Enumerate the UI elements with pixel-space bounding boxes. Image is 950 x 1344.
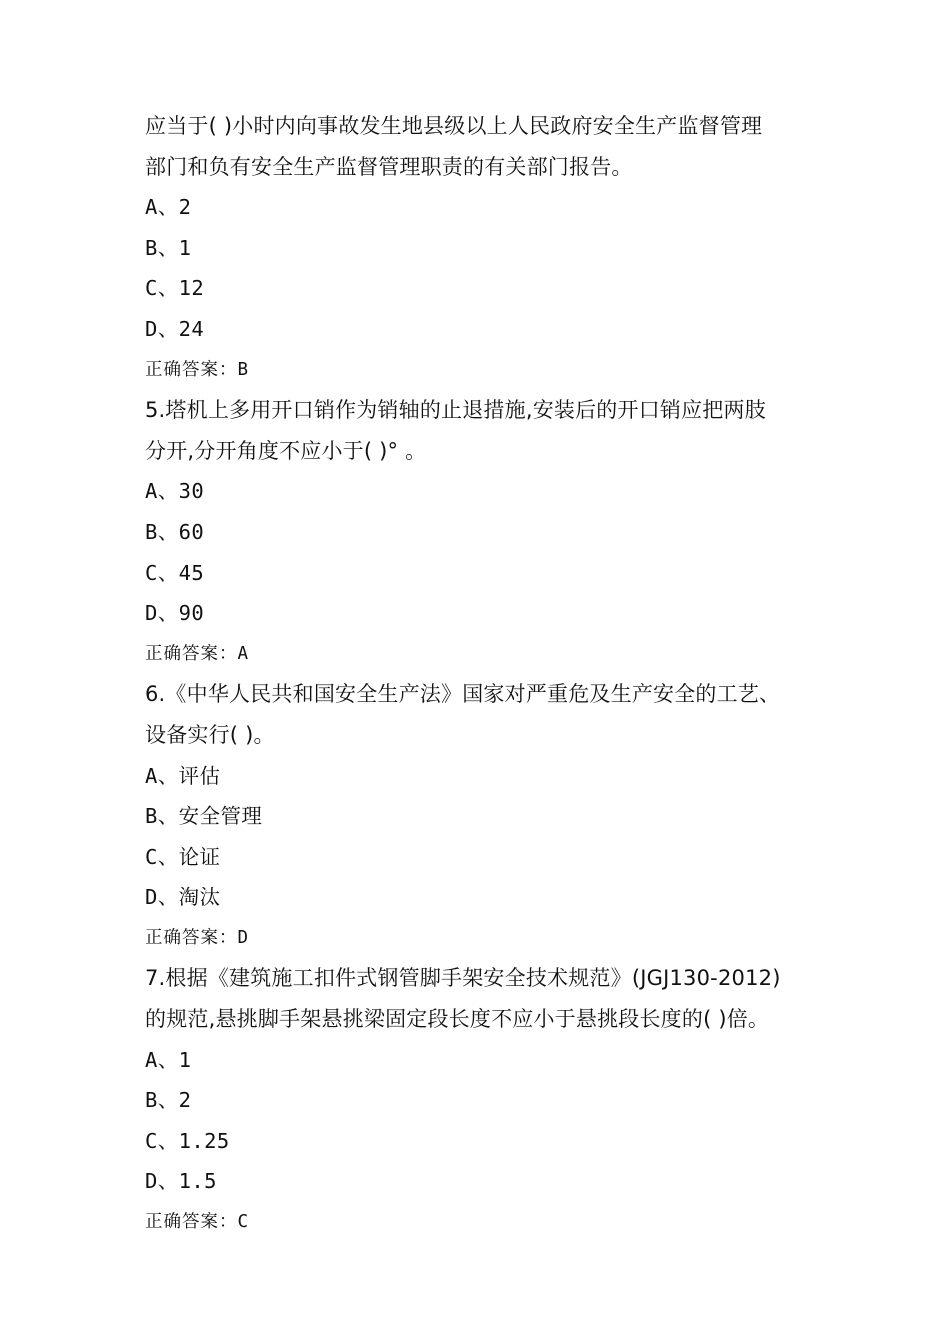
option-b: B、安全管理 bbox=[145, 804, 263, 829]
option-c: C、45 bbox=[145, 560, 205, 585]
question-stem-line: 5.塔机上多用开口销作为销轴的止退措施,安装后的开口销应把两肢 bbox=[145, 398, 766, 423]
question-5-block bbox=[145, 390, 835, 674]
correct-answer: 正确答案：C bbox=[145, 1212, 250, 1233]
correct-answer: 正确答案：A bbox=[145, 643, 250, 664]
question-6-block bbox=[145, 674, 835, 958]
option-a: A、30 bbox=[145, 479, 205, 504]
question-7-block bbox=[145, 958, 835, 1242]
option-c: C、论证 bbox=[145, 844, 221, 869]
correct-answer: 正确答案：B bbox=[145, 359, 250, 380]
question-stem-line: 应当于( )小时内向事故发生地县级以上人民政府安全生产监督管理 bbox=[145, 114, 763, 138]
option-d: D、淘汰 bbox=[145, 885, 221, 910]
question-stem-line: 7.根据《建筑施工扣件式钢管脚手架安全技术规范》(JGJ130-2012) bbox=[145, 966, 781, 991]
option-d: D、1.5 bbox=[145, 1169, 217, 1194]
correct-answer: 正确答案：D bbox=[145, 927, 250, 948]
option-b: B、1 bbox=[145, 235, 192, 260]
question-stem-line: 设备实行( )。 bbox=[145, 722, 275, 747]
option-d: D、24 bbox=[145, 316, 205, 341]
option-c: C、12 bbox=[145, 276, 205, 301]
option-b: B、2 bbox=[145, 1088, 192, 1113]
question-list bbox=[145, 106, 835, 1243]
option-d: D、90 bbox=[145, 601, 205, 626]
question-4-block bbox=[145, 106, 835, 390]
option-a: A、2 bbox=[145, 195, 192, 220]
option-b: B、60 bbox=[145, 519, 205, 544]
option-c: C、1.25 bbox=[145, 1128, 230, 1153]
question-stem-line: 6.《中华人民共和国安全生产法》国家对严重危及生产安全的工艺、 bbox=[145, 682, 781, 707]
question-stem-line: 分开,分开角度不应小于( )° 。 bbox=[145, 438, 427, 463]
question-stem-line: 部门和负有安全生产监督管理职责的有关部门报告。 bbox=[145, 154, 633, 179]
option-a: A、评估 bbox=[145, 763, 221, 788]
option-a: A、1 bbox=[145, 1047, 192, 1072]
question-stem-line: 的规范,悬挑脚手架悬挑梁固定段长度不应小于悬挑段长度的( )倍。 bbox=[145, 1007, 770, 1032]
